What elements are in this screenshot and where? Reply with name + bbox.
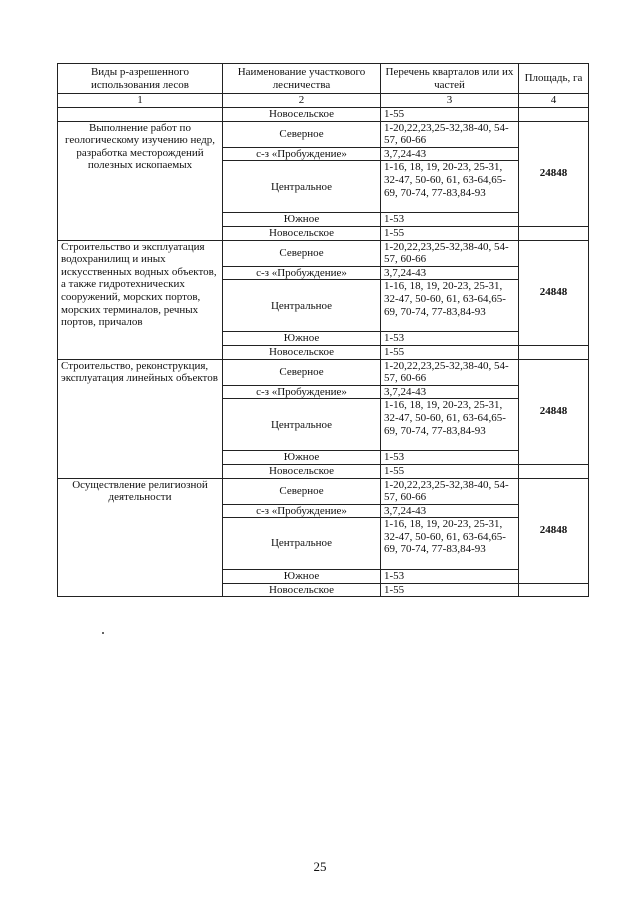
quarters-cell: 1-20,22,23,25-32,38-40, 54-57, 60-66: [381, 240, 519, 266]
header-number: 1: [58, 94, 223, 108]
lead-area-cell: [519, 108, 589, 122]
quarters-cell: 1-16, 18, 19, 20-23, 25-31, 32-47, 50-60, 61, 63-64,65-69, 70-74, 77-83,84-93: [381, 280, 519, 332]
quarters-cell: 1-55: [381, 345, 519, 359]
header-quarters: Перечень кварталов или их частей: [381, 64, 519, 94]
quarters-cell: 3,7,24-43: [381, 504, 519, 518]
forestry-cell: Центральное: [223, 518, 381, 570]
quarters-cell: 1-53: [381, 213, 519, 227]
header-row: [58, 64, 589, 94]
header-number: 4: [519, 94, 589, 108]
header-forestry: Наименование участкового лесничества: [223, 64, 381, 94]
forestry-cell: с-з «Пробуждение»: [223, 504, 381, 518]
forestry-cell: Новосельское: [223, 464, 381, 478]
use-type-cell: Строительство и эксплуатация водохранилищ и иных искусственных водных объектов, а также гидротехнических сооружений, морских портов, морских терминалов, речных портов, причалов: [58, 240, 223, 359]
header-number: 3: [381, 94, 519, 108]
quarters-cell: 1-55: [381, 226, 519, 240]
quarters-cell: 1-55: [381, 583, 519, 597]
quarters-cell: 1-20,22,23,25-32,38-40, 54-57, 60-66: [381, 478, 519, 504]
header-use-type: Виды р-азрешенного использования лесов: [58, 64, 223, 94]
forestry-cell: Новосельское: [223, 345, 381, 359]
forest-use-table: [57, 63, 589, 597]
table-row: [58, 121, 589, 147]
table-row: [58, 240, 589, 266]
forestry-cell: Новосельское: [223, 583, 381, 597]
quarters-cell: 1-16, 18, 19, 20-23, 25-31, 32-47, 50-60, 61, 63-64,65-69, 70-74, 77-83,84-93: [381, 518, 519, 570]
forestry-cell: Южное: [223, 451, 381, 465]
forestry-cell: с-з «Пробуждение»: [223, 385, 381, 399]
header-area: Площадь, га: [519, 64, 589, 94]
use-type-cell: Осуществление религиозной деятельности: [58, 478, 223, 597]
quarters-cell: 1-20,22,23,25-32,38-40, 54-57, 60-66: [381, 359, 519, 385]
forestry-cell: Северное: [223, 359, 381, 385]
table-row: [58, 359, 589, 385]
empty-area-cell: [519, 583, 589, 597]
area-cell: 24848: [519, 478, 589, 583]
header-number: 2: [223, 94, 381, 108]
quarters-cell: 1-53: [381, 451, 519, 465]
lead-quarters: 1-55: [381, 108, 519, 122]
stray-dot: [102, 632, 104, 634]
forestry-cell: Новосельское: [223, 226, 381, 240]
quarters-cell: 1-55: [381, 464, 519, 478]
lead-use-cell: [58, 108, 223, 122]
quarters-cell: 3,7,24-43: [381, 385, 519, 399]
page-number: 25: [313, 859, 327, 874]
forestry-cell: Центральное: [223, 280, 381, 332]
empty-area-cell: [519, 464, 589, 478]
forestry-cell: Центральное: [223, 161, 381, 213]
quarters-cell: 1-20,22,23,25-32,38-40, 54-57, 60-66: [381, 121, 519, 147]
quarters-cell: 3,7,24-43: [381, 266, 519, 280]
quarters-cell: 1-16, 18, 19, 20-23, 25-31, 32-47, 50-60, 61, 63-64,65-69, 70-74, 77-83,84-93: [381, 161, 519, 213]
forestry-cell: с-з «Пробуждение»: [223, 147, 381, 161]
header-number-row: [58, 94, 589, 108]
use-type-cell: Выполнение работ по геологическому изучению недр, разработка месторождений полезных ископаемых: [58, 121, 223, 240]
forestry-cell: Южное: [223, 332, 381, 346]
lead-forestry: Новосельское: [223, 108, 381, 122]
forestry-cell: Южное: [223, 213, 381, 227]
empty-area-cell: [519, 345, 589, 359]
forestry-cell: Северное: [223, 121, 381, 147]
use-type-cell: Строительство, реконструкция, эксплуатация линейных объектов: [58, 359, 223, 478]
quarters-cell: 1-16, 18, 19, 20-23, 25-31, 32-47, 50-60, 61, 63-64,65-69, 70-74, 77-83,84-93: [381, 399, 519, 451]
area-cell: 24848: [519, 240, 589, 345]
forestry-cell: Центральное: [223, 399, 381, 451]
quarters-cell: 1-53: [381, 570, 519, 584]
forestry-cell: Северное: [223, 240, 381, 266]
empty-area-cell: [519, 226, 589, 240]
area-cell: 24848: [519, 359, 589, 464]
forestry-cell: Северное: [223, 478, 381, 504]
table-body: [58, 64, 589, 597]
quarters-cell: 1-53: [381, 332, 519, 346]
forestry-cell: Южное: [223, 570, 381, 584]
forestry-cell: с-з «Пробуждение»: [223, 266, 381, 280]
area-cell: 24848: [519, 121, 589, 226]
table-row: [58, 478, 589, 504]
quarters-cell: 3,7,24-43: [381, 147, 519, 161]
lead-row: [58, 108, 589, 122]
